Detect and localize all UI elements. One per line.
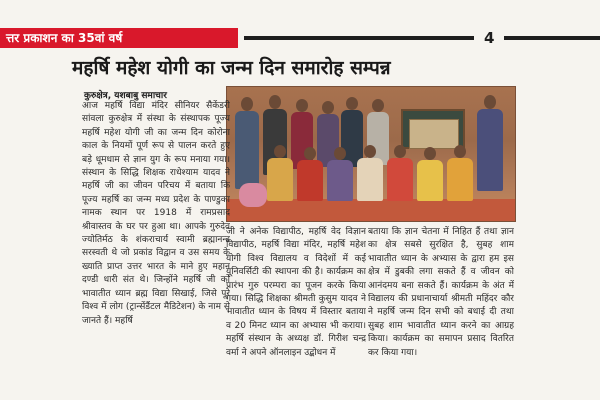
photo-blackboard [401,109,465,149]
photo-person [357,145,383,201]
article-dateline: कुरुक्षेत्र, यशबाबु समाचार [84,91,167,101]
page-masthead [0,28,600,48]
article-text: बताया कि ज्ञान चेतना में निहित हैं तथा ज्ञान का क्षेत्र सबसे सुरक्षित है, सुबह शाम भावातीत ध्यान के अभ्यास के द्वारा हम इस क्षेत्र में डुबकी लगा सकते हैं व जीवन को आनंदमय बना सकते हैं। कार्यक्रम के अंत में विद्यालय की प्रधानाचार्या श्रीमती महिंदर कौर ने महर्षि जन्म दिन सभी को बधाई दी तथा सुबह शाम भावातीत ध्यान करने का आग्रह किया। कार्यक्रम का समापन प्रसाद वितरित कर किया गया। [368,227,514,358]
masthead-rule-right [504,36,600,40]
article-column-middle [226,226,366,400]
photo-person [387,145,413,201]
photo-person [447,145,473,201]
article-column-right [368,226,514,400]
photo-person [297,147,323,201]
page-number: 4 [484,29,495,47]
article-headline: महर्षि महेश योगी का जन्म दिन समारोह सम्पन्न [72,57,391,79]
photo-floor [227,199,516,221]
masthead-band: त्तर प्रकाशन का 35वां वर्ष [0,28,238,48]
article-text: आज महर्षि विद्या मंदिर सीनियर सैकेंडरी सांवला कुरुक्षेत्र में संस्था के संस्थापक पूज्य महर्षि महेश योगी जी का जन्म दिन कोरोना काल के नियमों पूर्ण रूप से पालन करते हुए बड़े धूमधाम से ज्ञान युग के रूप मनाया गया। संस्थान के सिद्धि शिक्षक राधेश्याम यादव ने महर्षि जी का जीवन परिचय में बताया कि पूज्य महर्षि का जन्म मध्य प्रदेश के पाण्डुका नामक स्थान पर 1918 में रामप्रसाद श्रीवास्तव के घर पर हुआ था। आपके गुरुदेव ज्योतिर्मठ के शंकराचार्य स्वामी ब्रह्मानन्द सरस्वती थे जो प्रकांड विद्वान व उस समय के ख्याति प्राप्त उत्तर भारत के माने हुए महान दण्डी धारी संत थे। जिन्होंने महर्षि जी को भावातीत ध्यान ब्रह्म विद्या सिखाई, जिसे पूरे विश्व में लोग (ट्रान्सेंडैंटल मैडिटेशन) के नाम से जानते हैं। महर्षि [82,101,230,326]
photo-person [417,147,443,201]
masthead-rule [244,36,474,40]
photo-person [327,147,353,201]
article-column-left [82,100,230,400]
group-photo [226,86,516,222]
photo-person [235,97,259,189]
photo-person [477,95,503,191]
article-text: जी ने अनेक विद्यापीठ, महर्षि वेद विज्ञान विद्यापीठ, महर्षि विद्या मंदिर, महर्षि महेश योगी विश्व विद्यालय व विदेशों में कई यूनिवर्सिटी की स्थापना की है। कार्यक्रम का प्रारंभ गुरु परम्परा का पूजन करके किया गया। सिद्धि शिक्षका श्रीमती कुसुम यादव ने भावातीत ध्यान के विषय में विस्तार बताया व 20 मिनट ध्यान का अभ्यास भी कराया। महर्षि संस्थान के अध्यक्ष डॉ. गिरीश चन्द्र वर्मा ने अपने ऑनलाइन उद्बोधन में [226,227,366,358]
photo-person [267,145,293,201]
photo-person [239,183,267,207]
